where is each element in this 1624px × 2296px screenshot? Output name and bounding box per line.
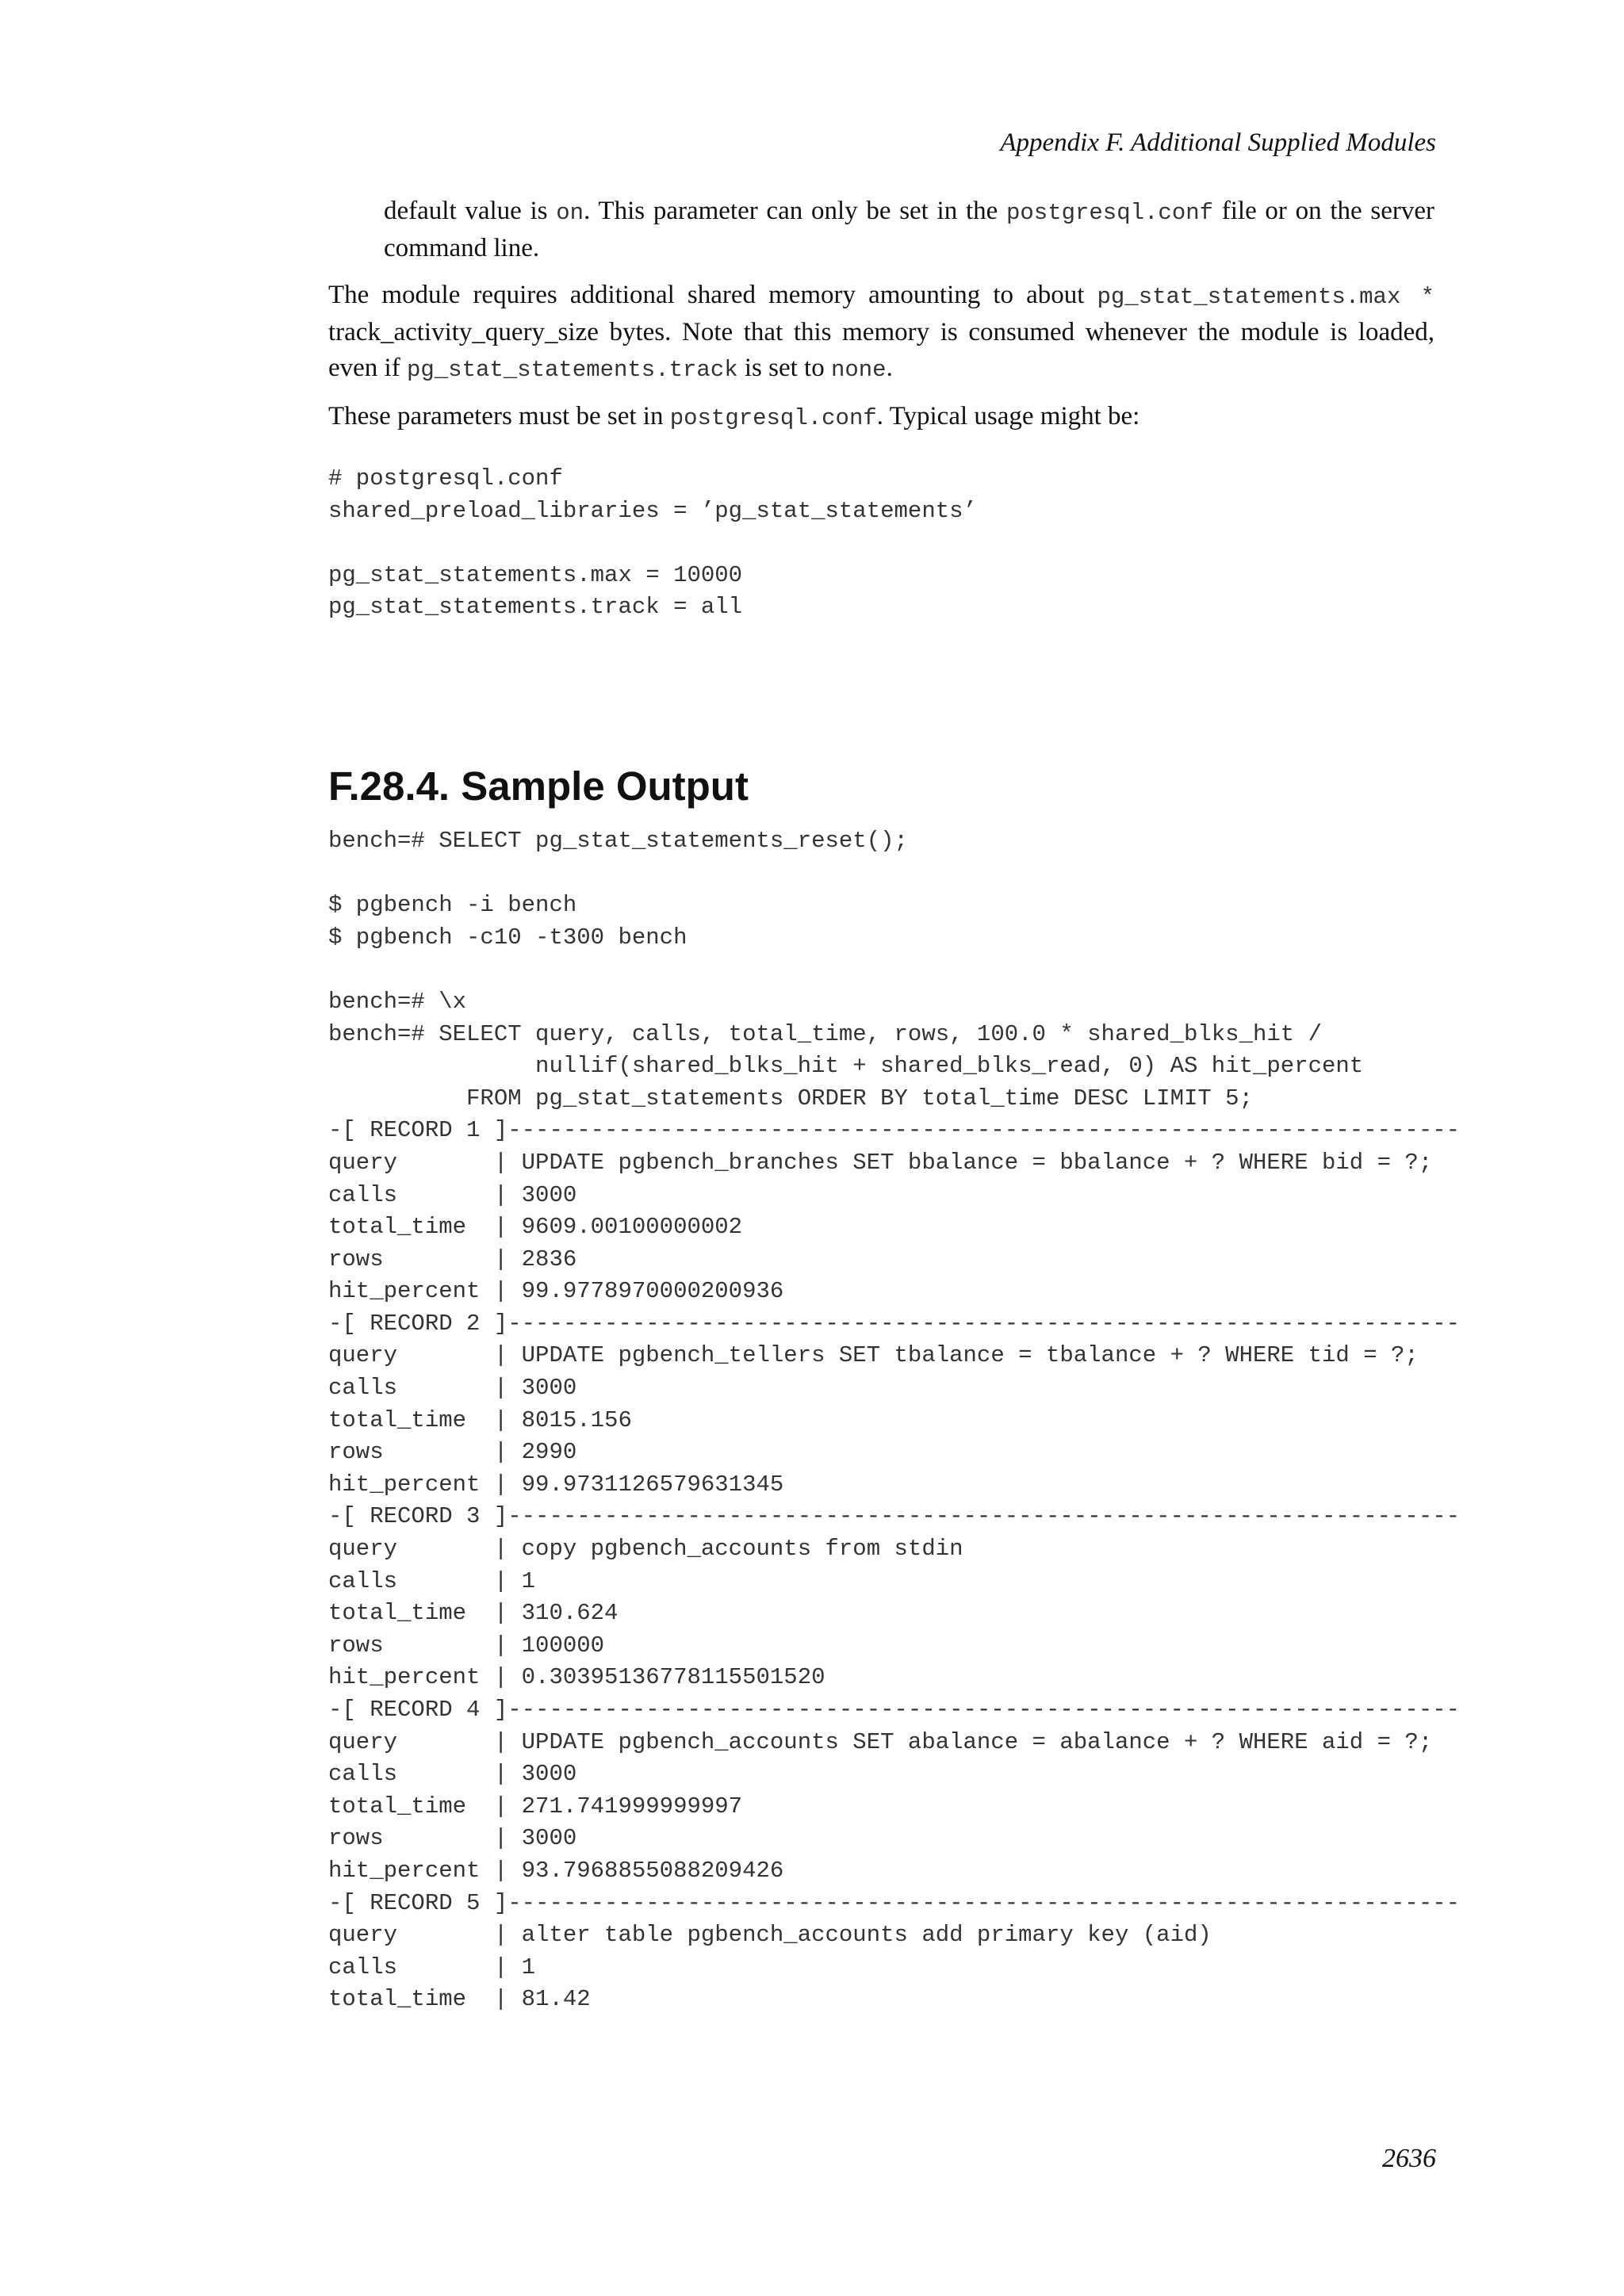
page-number: 2636: [1382, 2144, 1436, 2173]
inline-code: on: [556, 200, 584, 226]
paragraph-default-value: default value is on. This parameter can only be set in the postgresql.conf file or on the server command line.: [384, 197, 1434, 262]
inline-code: pg_stat_statements.track: [406, 357, 738, 383]
page-content: [328, 193, 1461, 2016]
paragraph-parameters: These parameters must be set in postgresql.conf. Typical usage might be:: [328, 402, 1140, 431]
inline-code: postgresql.conf: [669, 405, 877, 431]
running-header: Appendix F. Additional Supplied Modules: [1000, 128, 1436, 157]
inline-code: none: [830, 357, 887, 383]
config-code-block: # postgresql.conf shared_preload_libraries = ’pg_stat_statements’ pg_stat_statements.max = 10000 pg_stat_statements.track = all: [328, 465, 977, 621]
sample-output-code-block: bench=# SELECT pg_stat_statements_reset(); $ pgbench -i bench $ pgbench -c10 -t300 bench bench=# \x bench=# SELECT query, calls, total_time, rows, 100.0 * shared_blks_hit / nullif(shared_blks_hit + shared_blks_read, 0) AS hit_percent FROM pg_stat_statements ORDER BY total_time DESC LIMIT 5; -[ RECORD 1 ]--------------------------------------------------------------------- query | UPDATE pgbench_branches SET bbalance = bbalance + ? WHERE bid = ?; calls | 3000 total_time | 9609.00100000002 rows | 2836 hit_percent | 99.9778970000200936 -[ RECORD 2 ]--------------------------------------------------------------------- query | UPDATE pgbench_tellers SET tbalance = tbalance + ? WHERE tid = ?; calls | 3000 total_time | 8015.156 rows | 2990 hit_percent | 99.9731126579631345 -[ RECORD 3 ]--------------------------------------------------------------------- query | copy pgbench_accounts from stdin calls | 1 total_time | 310.624 rows | 100000 hit_percent | 0.30395136778115501520 -[ RECORD 4 ]--------------------------------------------------------------------- query | UPDATE pgbench_accounts SET abalance = abalance + ? WHERE aid = ?; calls | 3000 total_time | 271.741999999997 rows | 3000 hit_percent | 93.7968855088209426 -[ RECORD 5 ]--------------------------------------------------------------------- query | alter table pgbench_accounts add primary key (aid) calls | 1 total_time | 81.42: [328, 827, 1461, 2013]
inline-code: postgresql.conf: [1005, 200, 1214, 226]
paragraph-shared-memory: The module requires additional shared memory amounting to about pg_stat_statements.max * track_activity_query_size bytes. Note that this memory is consumed whenever the module is loaded, even if pg_stat_statements.track is set to none.: [328, 281, 1434, 383]
section-heading: F.28.4. Sample Output: [328, 763, 749, 809]
inline-code: pg_stat_statements.max *: [1097, 284, 1434, 310]
